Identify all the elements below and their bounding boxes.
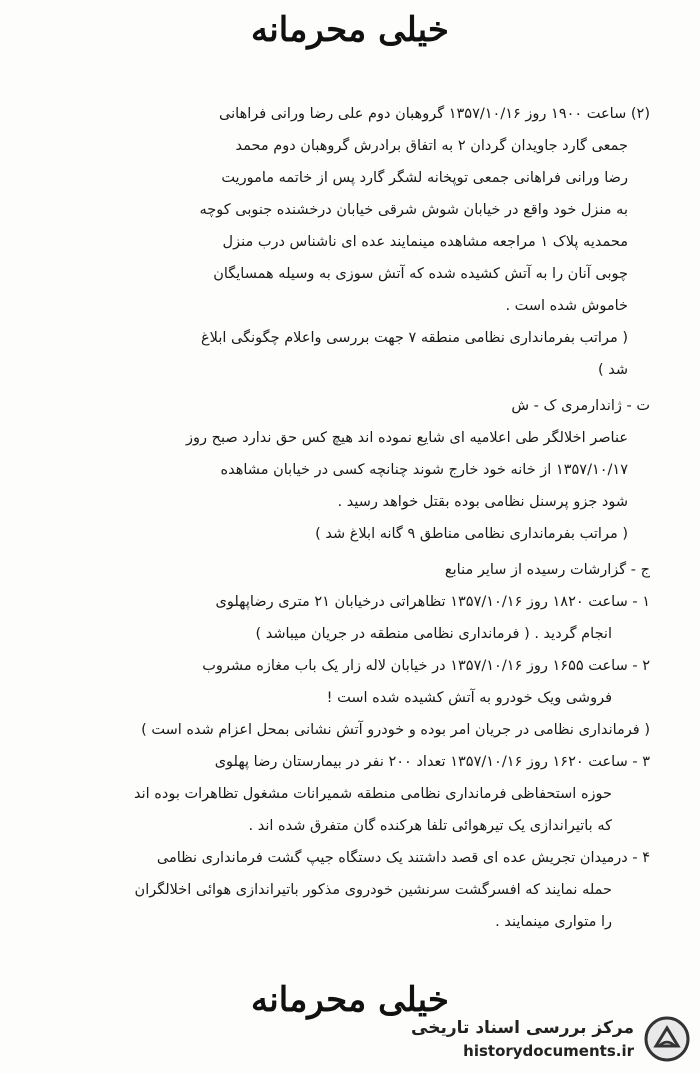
body-line: ۲ - ساعت ۱۶۵۵ روز ۱۳۵۷/۱۰/۱۶ در خیابان لاله زار یک باب مغازه مشروب [202,658,650,674]
body-line: حوزه استحفاظی فرمانداری نظامی منطقه شمیرانات مشغول تظاهرات بوده اند [133,786,612,802]
body-line: ( مراتب بفرمانداری نظامی منطقه ۷ جهت بررسی واعلام چگونگی ابلاغ [201,330,628,346]
body-line: چوبی آنان را به آتش کشیده شده که آتش سوزی به وسیله همسایگان [213,266,628,282]
body-line: جمعی گارد جاویدان گردان ۲ به اتفاق برادرش گروهبان دوم محمد [235,138,628,154]
body-line: شد ) [597,362,628,378]
archive-watermark [370,1016,690,1068]
body-line: ۴ - درمیدان تجریش عده ای قصد داشتند یک دستگاه جیپ گشت فرمانداری نظامی [156,850,650,866]
body-line: عناصر اخلالگر طی اعلامیه ای شایع نموده اند هیچ کس حق ندارد صبح روز [186,430,628,446]
body-line: ۱۳۵۷/۱۰/۱۷ از خانه خود خارج شوند چنانچه کسی در خیابان مشاهده [220,462,628,478]
body-line: خاموش شده است . [505,298,628,314]
body-line: ( مراتب بفرمانداری نظامی مناطق ۹ گانه ابلاغ شد ) [315,526,628,542]
body-line: فروشی ویک خودرو به آتش کشیده شده است ! [326,690,612,706]
body-line: محمدیه پلاک ۱ مراجعه مشاهده مینمایند عده ای ناشناس درب منزل [222,234,628,250]
classification-header: خیلی محرمانه [251,10,449,50]
body-line: به منزل خود واقع در خیابان شوش شرقی خیابان درخشنده جنوبی کوچه [199,202,628,218]
classification-footer: خیلی محرمانه [251,980,449,1020]
archive-logo-icon [644,1016,690,1062]
body-line: را متواری مینمایند . [495,914,612,930]
watermark-title: مرکز بررسی اسناد تاریخی [411,1018,634,1038]
watermark-url: historydocuments.ir [463,1042,634,1060]
body-line: ۳ - ساعت ۱۶۲۰ روز ۱۳۵۷/۱۰/۱۶ تعداد ۲۰۰ نفر در بیمارستان رضا پهلوی [214,754,650,770]
body-line: شود جزو پرسنل نظامی بوده بقتل خواهد رسید . [337,494,628,510]
body-line: ۱ - ساعت ۱۸۲۰ روز ۱۳۵۷/۱۰/۱۶ تظاهراتی درخیابان ۲۱ متری رضاپهلوی [215,594,650,610]
document-body [40,98,650,938]
section-heading: ت - ژاندارمری ک - ش [511,398,650,414]
body-line: حمله نمایند که افسرگشت سرنشین خودروی مذکور باتیراندازی هوائی اخلالگران [134,882,612,898]
body-line: رضا ورانی فراهانی جمعی توپخانه لشگر گارد پس از خاتمه ماموریت [221,170,628,186]
body-line: که باتیراندازی یک تیرهوائی تلفا هرکنده گان متفرق شده اند . [248,818,612,834]
body-line: (۲) ساعت ۱۹۰۰ روز ۱۳۵۷/۱۰/۱۶ گروهبان دوم علی رضا ورانی فراهانی [219,106,650,122]
section-heading: ج - گزارشات رسیده از سایر منابع [444,562,650,578]
body-line: ( فرمانداری نظامی در جریان امر بوده و خودرو آتش نشانی بمحل اعزام شده است ) [141,722,650,738]
body-line: انجام گردید . ( فرمانداری نظامی منطقه در جریان میباشد ) [255,626,612,642]
